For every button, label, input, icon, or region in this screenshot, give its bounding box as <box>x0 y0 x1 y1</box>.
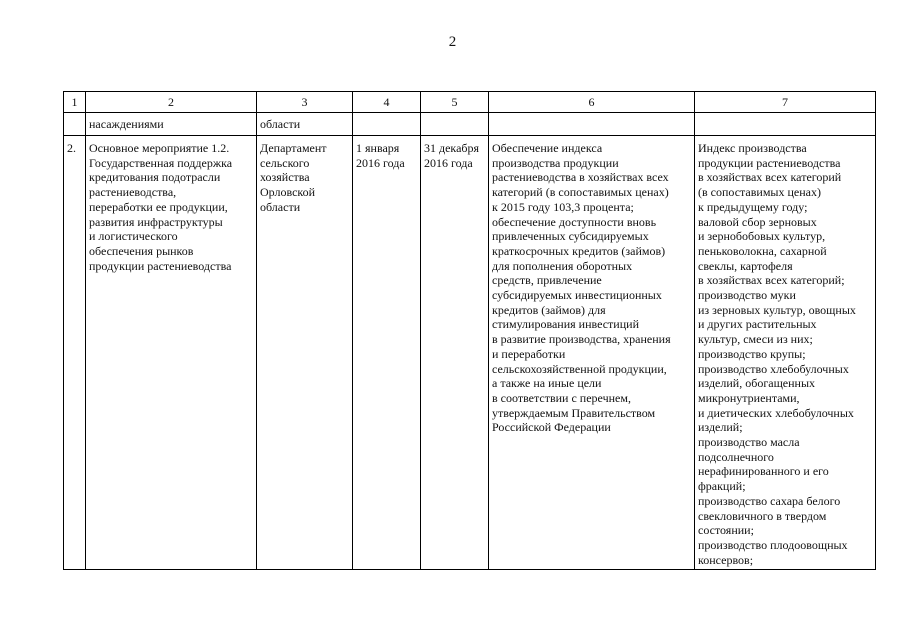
header-cell: 5 <box>421 92 489 113</box>
text-line: развития инфраструктуры <box>89 214 223 229</box>
text-line: пеньковолокна, сахарной <box>698 243 827 258</box>
result-cell <box>489 136 695 570</box>
text-line: средств, привлечение <box>492 273 602 288</box>
header-cell: 2 <box>86 92 257 113</box>
text-line: и логистического <box>89 229 178 244</box>
table-cell <box>695 113 876 136</box>
text-line: утверждаемым Правительством <box>492 405 656 420</box>
text-line: фракций; <box>698 479 746 494</box>
text-line: Обеспечение индекса <box>492 141 603 155</box>
text-line: производства продукции <box>492 155 619 170</box>
text-line: в развитие производства, хранения <box>492 332 671 347</box>
text-line: субсидируемых инвестиционных <box>492 288 662 303</box>
text-line: 2016 года <box>356 155 405 170</box>
table-cell: области <box>257 113 353 136</box>
row-number: 2. <box>64 136 86 570</box>
text-line: Департамент <box>260 141 327 155</box>
text-line: Государственная поддержка <box>89 155 233 170</box>
text-line: микронутриентами, <box>698 390 800 405</box>
text-line: производство крупы; <box>698 346 806 361</box>
text-line: и других растительных <box>698 317 817 332</box>
text-line: Российской Федерации <box>492 420 611 435</box>
event-cell <box>86 136 257 570</box>
text-line: категорий (в сопоставимых ценах) <box>492 185 669 200</box>
text-line: консервов; <box>698 552 754 567</box>
table-cell <box>64 113 86 136</box>
text-line: 2016 года <box>424 155 473 170</box>
text-line: в хозяйствах всех категорий; <box>698 273 845 288</box>
text-line: 31 декабря <box>424 141 480 155</box>
executor-cell <box>257 136 353 570</box>
text-line: производство плодоовощных <box>698 537 848 552</box>
text-line: Индекс производства <box>698 141 807 155</box>
text-line: нерафинированного и его <box>698 464 829 479</box>
text-line: свеклы, картофеля <box>698 258 793 273</box>
text-line: производство сахара белого <box>698 493 841 508</box>
text-line: валовой сбор зерновых <box>698 214 817 229</box>
text-line: подсолнечного <box>698 449 774 464</box>
text-line: продукции растениеводства <box>89 258 232 273</box>
start-date-cell <box>353 136 421 570</box>
text-line: в соответствии с перечнем, <box>492 390 631 405</box>
text-line: привлеченных субсидируемых <box>492 229 649 244</box>
text-line: из зерновых культур, овощных <box>698 302 856 317</box>
text-line: кредитов (займов) для <box>492 302 606 317</box>
text-line: в хозяйствах всех категорий <box>698 170 842 185</box>
text-line: производство хлебобулочных <box>698 361 849 376</box>
text-line: и зернобобовых культур, <box>698 229 826 244</box>
table-cell <box>489 113 695 136</box>
text-line: хозяйства <box>260 170 310 185</box>
text-line: к 2015 году 103,3 процента; <box>492 199 634 214</box>
header-cell: 1 <box>64 92 86 113</box>
text-line: кредитования подотрасли <box>89 170 221 185</box>
text-line: области <box>260 199 301 214</box>
text-line: краткосрочных кредитов (займов) <box>492 243 666 258</box>
text-line: обеспечения рынков <box>89 243 194 258</box>
header-cell: 3 <box>257 92 353 113</box>
text-line: 1 января <box>356 141 400 155</box>
text-line: и переработки <box>492 346 566 361</box>
continuation-row <box>64 113 876 136</box>
indicators-cell <box>695 136 876 570</box>
text-line: сельскохозяйственной продукции, <box>492 361 667 376</box>
header-cell: 7 <box>695 92 876 113</box>
text-line: свекловичного в твердом <box>698 508 827 523</box>
text-line: сельского <box>260 155 310 170</box>
text-line: переработки ее продукции, <box>89 199 228 214</box>
text-line: к предыдущему году; <box>698 199 808 214</box>
text-line: для пополнения оборотных <box>492 258 633 273</box>
text-line: производство масла <box>698 435 800 450</box>
end-date-cell <box>421 136 489 570</box>
text-line: Орловской <box>260 185 316 200</box>
text-line: Основное мероприятие 1.2. <box>89 141 230 155</box>
table-cell <box>353 113 421 136</box>
text-line: растениеводства в хозяйствах всех <box>492 170 669 185</box>
text-line: (в сопоставимых ценах) <box>698 185 821 200</box>
table-cell: насаждениями <box>86 113 257 136</box>
text-line: и диетических хлебобулочных <box>698 405 854 420</box>
text-line: стимулирования инвестиций <box>492 317 639 332</box>
page-number: 2 <box>448 34 457 50</box>
header-cell: 6 <box>489 92 695 113</box>
header-cell: 4 <box>353 92 421 113</box>
text-line: а также на иные цели <box>492 376 602 391</box>
text-line: обеспечение доступности вновь <box>492 214 657 229</box>
text-line: изделий, обогащенных <box>698 376 816 391</box>
text-line: культур, смеси из них; <box>698 332 813 347</box>
table-cell <box>421 113 489 136</box>
text-line: изделий; <box>698 420 743 435</box>
header-row <box>64 92 876 113</box>
text-line: состоянии; <box>698 523 754 538</box>
text-line: производство муки <box>698 288 796 303</box>
text-line: растениеводства, <box>89 185 177 200</box>
activities-table <box>63 91 876 570</box>
text-line: продукции растениеводства <box>698 155 841 170</box>
table-row <box>64 136 876 570</box>
